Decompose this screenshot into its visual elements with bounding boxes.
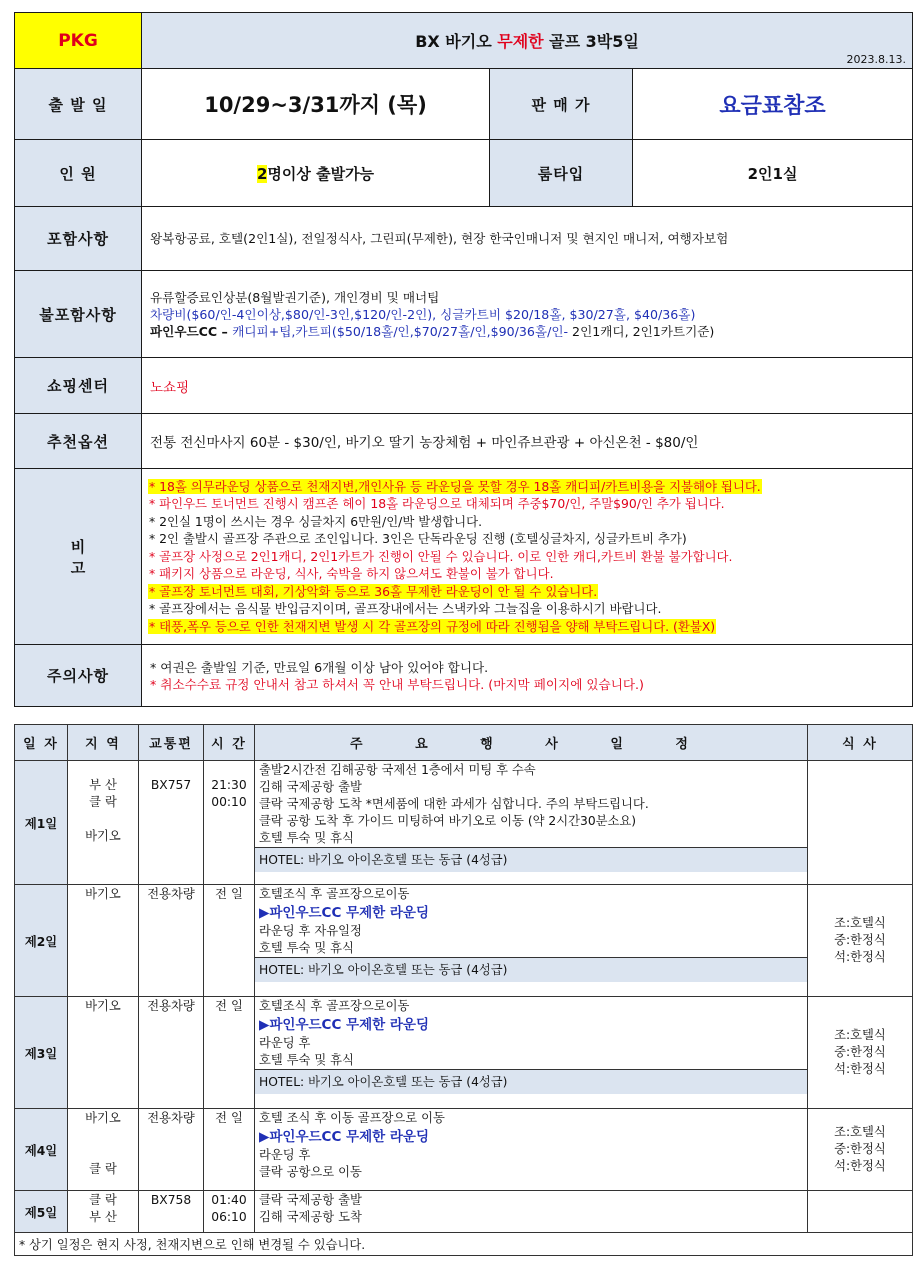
header-transport: 교통편 <box>139 725 204 761</box>
excluded-value <box>142 271 913 358</box>
price-label: 판 매 가 <box>490 69 633 140</box>
activity-item: 라운딩 후 자유일정 <box>259 924 362 938</box>
note-text: * 18홀 의무라운딩 상품으로 천재지변,개인사유 등 라운딩을 못할 경우 18홀 캐디피/카트비용을 지불해야 됩니다. <box>149 478 761 494</box>
shopping-value: 노쇼핑 <box>142 358 913 414</box>
notes-list <box>142 469 913 645</box>
region-line: 바기오 <box>85 1111 121 1125</box>
schedule-activities <box>255 1191 808 1233</box>
note-line <box>148 513 906 531</box>
meal-item: 중:한정식 <box>834 933 886 947</box>
time-value: 01:40 <box>211 1193 247 1207</box>
time-cell <box>204 1109 255 1191</box>
meals-cell <box>808 1191 913 1233</box>
itinerary-day-row <box>15 885 913 997</box>
golf-round-item: ▶파인우드CC 무제한 라운딩 <box>259 1129 430 1145</box>
people-number: 2 <box>256 164 268 183</box>
note-line <box>148 495 906 513</box>
activity-item: 호텔 조식 후 이동 골프장으로 이동 <box>259 1111 445 1125</box>
pkg-badge: PKG <box>15 13 142 69</box>
price-value: 요금표참조 <box>633 69 913 140</box>
people-label: 인 원 <box>15 140 142 207</box>
region-line: 부 산 <box>89 1210 117 1224</box>
day-label: 제2일 <box>15 885 68 997</box>
note-text: * 골프장 사정으로 2인1캐디, 2인1카트가 진행이 안될 수 있습니다. 이로 인한 캐디,카트비 환불 불가합니다. <box>149 548 733 564</box>
region-line: 바기오 <box>85 999 121 1013</box>
meal-item: 석:한정식 <box>834 1159 886 1173</box>
meal-item: 조:호텔식 <box>834 916 886 930</box>
itinerary-header-row <box>15 725 913 761</box>
title-prefix: BX 바기오 <box>415 32 498 51</box>
note-line <box>148 583 906 601</box>
included-value: 왕복항공료, 호텔(2인1실), 전일정식사, 그린피(무제한), 현장 한국인매니저 및 현지인 매니저, 여행자보험 <box>142 207 913 271</box>
note-line <box>148 530 906 548</box>
region-line: 클 락 <box>89 1193 117 1207</box>
note-text: * 골프장 토너먼트 대회, 기상악화 등으로 36홀 무제한 라운딩이 안 될 수 있습니다. <box>149 583 598 599</box>
included-label: 포함사항 <box>15 207 142 271</box>
activity-item: 김해 국제공항 출발 <box>259 780 362 794</box>
activity-item: 클락 국제공항 출발 <box>259 1193 362 1207</box>
transport-value: BX757 <box>150 778 192 792</box>
transport-cell <box>139 1191 204 1233</box>
transport-value: BX758 <box>150 1193 192 1207</box>
time-value: 21:30 <box>211 778 247 792</box>
caution-label: 주의사항 <box>15 645 142 707</box>
itinerary-day-row <box>15 761 913 885</box>
region-line: 바기오 <box>85 887 121 901</box>
shopping-label: 쇼핑센터 <box>15 358 142 414</box>
transport-value: 전용차량 <box>147 1111 195 1125</box>
options-value: 전통 전신마사지 60분 - $30/인, 바기오 딸기 농장체험 + 마인쥬브관광 + 아신온천 - $80/인 <box>142 414 913 469</box>
region-line: 클 락 <box>89 795 117 809</box>
note-line <box>148 618 906 636</box>
hotel-info: HOTEL: 바기오 아이온호텔 또는 동급 (4성급) <box>255 847 807 872</box>
region-line <box>68 1127 138 1144</box>
room-value: 2인1실 <box>633 140 913 207</box>
header-region: 지 역 <box>68 725 139 761</box>
activity-item: 클락 국제공항 도착 *면세품에 대한 과세가 심합니다. 주의 부탁드립니다. <box>259 797 649 811</box>
activity-item: 클락 공항으로 이동 <box>259 1165 362 1179</box>
excluded-label: 불포함사항 <box>15 271 142 358</box>
region-cell <box>68 1109 139 1191</box>
activity-item: 호텔 투숙 및 휴식 <box>259 941 354 955</box>
region-cell <box>68 761 139 885</box>
meals-cell <box>808 761 913 885</box>
note-line <box>148 600 906 618</box>
caution-line-2: * 취소수수료 규정 안내서 참고 하셔서 꼭 안내 부탁드립니다. (마지막 페이지에 있습니다.) <box>150 676 644 692</box>
title-suffix: 골프 3박5일 <box>543 32 639 51</box>
header-day: 일 자 <box>15 725 68 761</box>
itinerary-day-row <box>15 1191 913 1233</box>
excluded-line-3 <box>150 323 904 340</box>
schedule-activities <box>255 761 808 885</box>
departure-value: 10/29~3/31까지 (목) <box>142 69 490 140</box>
excluded-line-3b: 캐디피+팁,카트피($50/18홀/인,$70/27홀/인,$90/36홀/인- <box>232 323 569 339</box>
activity-item: 호텔조식 후 골프장으로이동 <box>259 999 410 1013</box>
time-cell <box>204 1191 255 1233</box>
itinerary-table <box>14 724 913 1256</box>
time-value: 전 일 <box>215 999 243 1013</box>
excluded-line-3c: 2인1캐디, 2인1카트기준) <box>568 323 715 339</box>
region-line: 부 산 <box>89 778 117 792</box>
region-line: 바기오 <box>85 829 121 843</box>
hotel-info: HOTEL: 바기오 아이온호텔 또는 동급 (4성급) <box>255 957 807 982</box>
itinerary-day-row <box>15 1109 913 1191</box>
itinerary-footnote: * 상기 일정은 현지 사정, 천재지변으로 인해 변경될 수 있습니다. <box>15 1233 913 1256</box>
day-label: 제1일 <box>15 761 68 885</box>
region-cell <box>68 997 139 1109</box>
time-value: 전 일 <box>215 1111 243 1125</box>
departure-label: 출 발 일 <box>15 69 142 140</box>
activity-item: 김해 국제공항 도착 <box>259 1210 362 1224</box>
region-line <box>68 811 138 828</box>
time-cell <box>204 997 255 1109</box>
note-text: * 2인 출발시 골프장 주관으로 조인입니다. 3인은 단독라운딩 진행 (호텔싱글차지, 싱글카트비 추가) <box>149 531 687 547</box>
region-cell <box>68 1191 139 1233</box>
schedule-activities <box>255 997 808 1109</box>
activity-item: 호텔 투숙 및 휴식 <box>259 831 354 845</box>
activity-item: 호텔 투숙 및 휴식 <box>259 1053 354 1067</box>
meal-item: 중:한정식 <box>834 1045 886 1059</box>
time-value: 06:10 <box>211 1210 247 1224</box>
golf-round-item: ▶파인우드CC 무제한 라운딩 <box>259 905 430 921</box>
time-value: 00:10 <box>211 795 247 809</box>
caution-value <box>142 645 913 707</box>
meal-item: 석:한정식 <box>834 950 886 964</box>
transport-value: 전용차량 <box>147 887 195 901</box>
note-line <box>148 548 906 566</box>
caution-line-1: * 여권은 출발일 기준, 만료일 6개월 이상 남아 있어야 합니다. <box>150 659 489 675</box>
activity-item: 클락 공항 도착 후 가이드 미팅하여 바기오로 이동 (약 2시간30분소요) <box>259 814 637 828</box>
transport-cell <box>139 761 204 885</box>
activity-item: 라운딩 후 <box>259 1036 311 1050</box>
note-text: * 2인실 1명이 쓰시는 경우 싱글차지 6만원/인/박 발생합니다. <box>149 513 483 529</box>
room-label: 룸타입 <box>490 140 633 207</box>
excluded-line-3a: 파인우드CC – <box>150 323 233 339</box>
itinerary-day-row <box>15 997 913 1109</box>
title-highlight: 무제한 <box>497 32 544 51</box>
product-info-table <box>14 12 913 707</box>
golf-round-item: ▶파인우드CC 무제한 라운딩 <box>259 1017 430 1033</box>
activity-item: 라운딩 후 <box>259 1148 311 1162</box>
meal-item: 석:한정식 <box>834 1062 886 1076</box>
day-label: 제5일 <box>15 1191 68 1233</box>
transport-cell <box>139 1109 204 1191</box>
region-cell <box>68 885 139 997</box>
activity-item: 출발2시간전 김해공항 국제선 1층에서 미팅 후 수속 <box>259 763 536 777</box>
schedule-activities <box>255 885 808 997</box>
options-label: 추천옵션 <box>15 414 142 469</box>
time-cell <box>204 761 255 885</box>
issue-date: 2023.8.13. <box>846 53 907 66</box>
meal-item: 중:한정식 <box>834 1142 886 1156</box>
note-line <box>148 565 906 583</box>
meals-cell <box>808 997 913 1109</box>
transport-cell <box>139 885 204 997</box>
note-text: * 골프장에서는 음식물 반입금지이며, 골프장내에서는 스낵카와 그늘집을 이용하시기 바랍니다. <box>149 601 662 617</box>
schedule-activities <box>255 1109 808 1191</box>
meals-cell <box>808 885 913 997</box>
people-text: 명이상 출발가능 <box>267 164 375 183</box>
header-time: 시 간 <box>204 725 255 761</box>
day-label: 제4일 <box>15 1109 68 1191</box>
time-value: 전 일 <box>215 887 243 901</box>
note-text: * 태풍,폭우 등으로 인한 천재지변 발생 시 각 골프장의 규정에 따라 진행됨을 양해 부탁드립니다. (환불X) <box>149 618 716 634</box>
note-line <box>148 478 906 496</box>
note-text: * 패키지 상품으로 라운딩, 식사, 숙박을 하지 않으셔도 환불이 불가 합니다. <box>149 566 554 582</box>
transport-value: 전용차량 <box>147 999 195 1013</box>
activity-item: 호텔조식 후 골프장으로이동 <box>259 887 410 901</box>
people-value <box>142 140 490 207</box>
region-line <box>68 1144 138 1161</box>
notes-label: 비 고 <box>15 469 142 645</box>
meal-item: 조:호텔식 <box>834 1125 886 1139</box>
product-title <box>142 13 913 69</box>
excluded-line-1: 유류할증료인상분(8월발권기준), 개인경비 및 매너팁 <box>150 289 440 305</box>
excluded-line-2: 차량비($60/인-4인이상,$80/인-3인,$120/인-2인), 싱글카트비 $20/18홀, $30/27홀, $40/36홀) <box>150 306 696 322</box>
note-text: * 파인우드 토너먼트 진행시 캠프존 헤이 18홀 라운딩으로 대체되며 주중$70/인, 주말$90/인 추가 됩니다. <box>149 496 725 512</box>
day-label: 제3일 <box>15 997 68 1109</box>
header-meals: 식 사 <box>808 725 913 761</box>
meals-cell <box>808 1109 913 1191</box>
meal-item: 조:호텔식 <box>834 1028 886 1042</box>
hotel-info: HOTEL: 바기오 아이온호텔 또는 동급 (4성급) <box>255 1069 807 1094</box>
time-cell <box>204 885 255 997</box>
transport-cell <box>139 997 204 1109</box>
header-schedule: 주 요 행 사 일 정 <box>255 725 808 761</box>
region-line: 클 락 <box>89 1162 117 1176</box>
